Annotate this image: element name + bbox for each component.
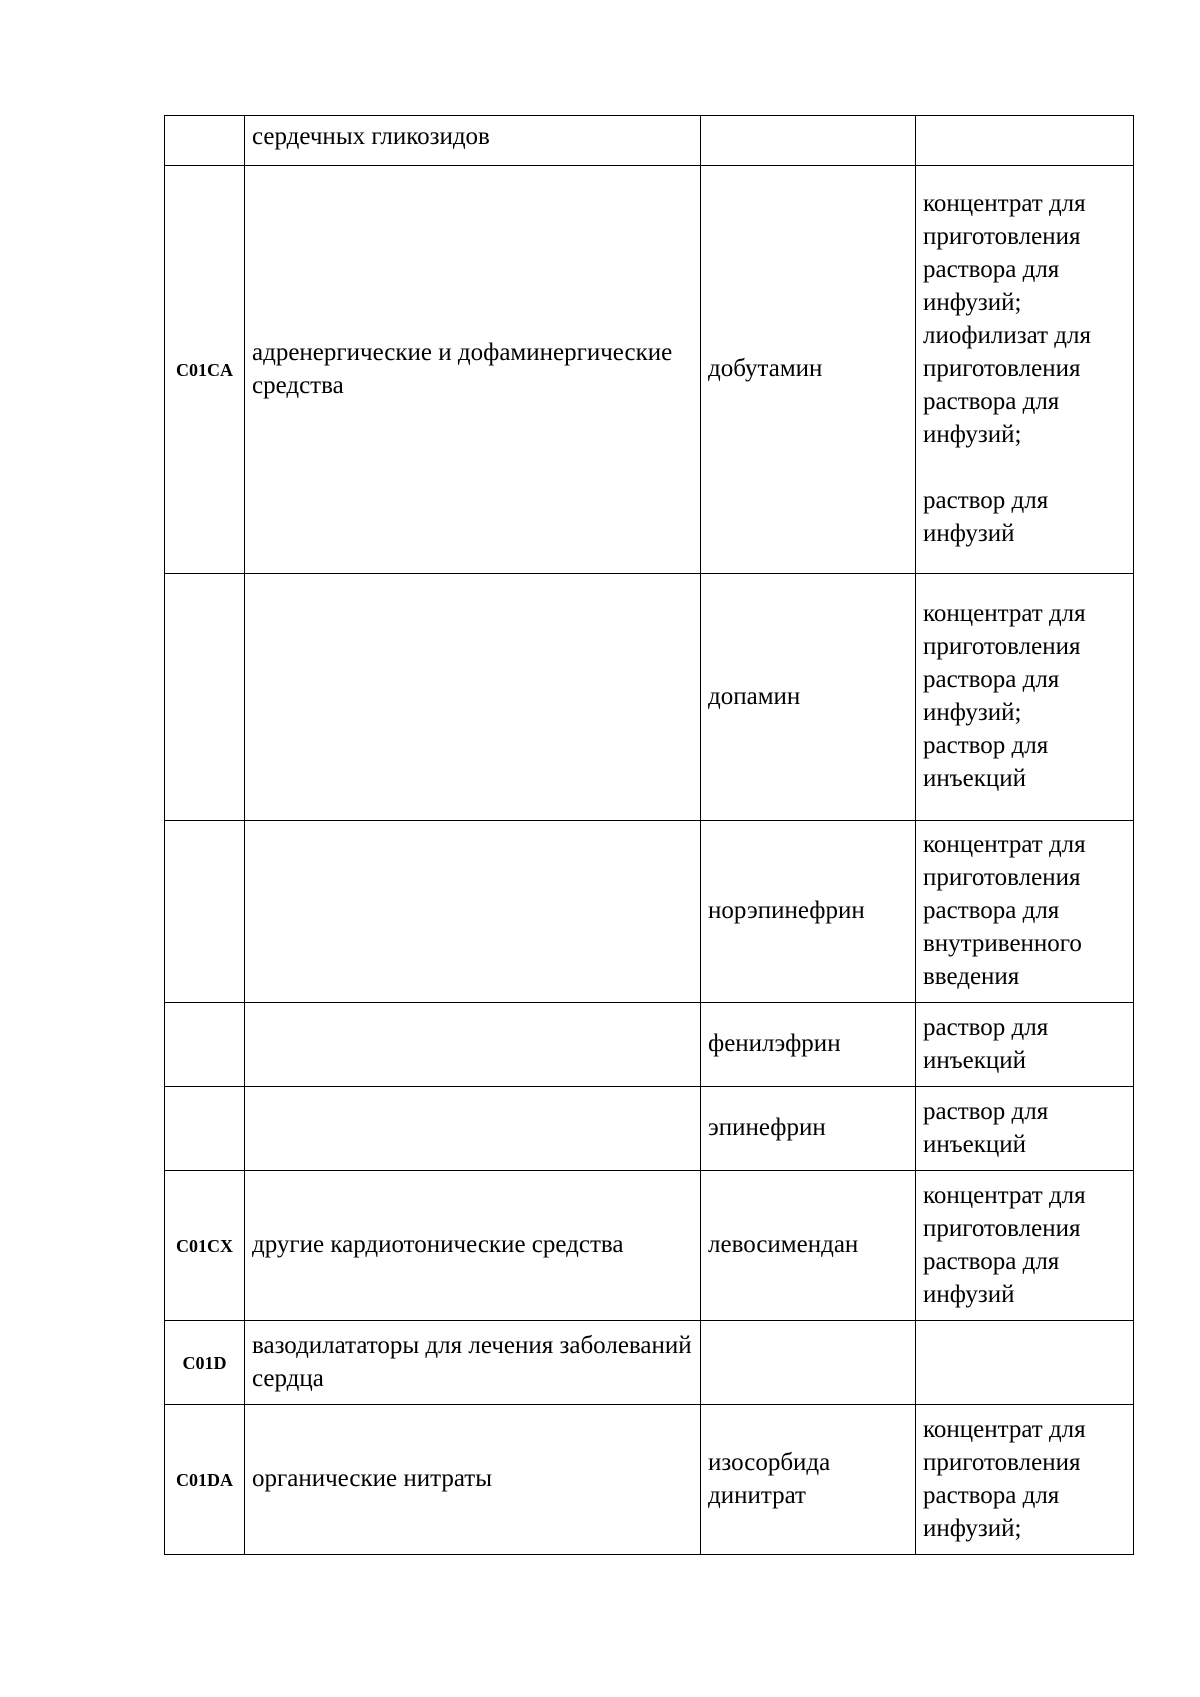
forms-cell: [916, 1171, 1134, 1321]
dosage-form-line: приготовления: [923, 864, 1081, 891]
group-cell: [245, 574, 701, 821]
dosage-form-line: концентрат для: [923, 831, 1086, 858]
drug-cell: допамин: [701, 574, 916, 821]
drug-cell: эпинефрин: [701, 1087, 916, 1171]
drug-cell: фенилэфрин: [701, 1003, 916, 1087]
dosage-form-line: концентрат для: [923, 1415, 1086, 1443]
dosage-form-line: раствора для: [923, 897, 1060, 924]
atc-code-cell: C01CX: [165, 1171, 245, 1321]
atc-code-cell: [165, 116, 245, 166]
table-row: [165, 166, 1134, 574]
table-row: [165, 1003, 1134, 1087]
drug-cell: [701, 1321, 916, 1405]
dosage-form-line: инфузий;: [923, 421, 1022, 448]
atc-code-cell: C01D: [165, 1321, 245, 1405]
dosage-form-line: раствора для: [923, 666, 1060, 693]
forms-cell: [916, 1087, 1134, 1171]
drug-cell: норэпинефрин: [701, 821, 916, 1003]
atc-code-cell: C01DA: [165, 1405, 245, 1555]
drug-cell: добутамин: [701, 166, 916, 574]
dosage-form-line: инфузий;: [923, 289, 1022, 316]
dosage-form-line: раствор для: [923, 1013, 1049, 1041]
drug-table: [164, 115, 1134, 1555]
table-row: [165, 574, 1134, 821]
dosage-form-line: раствор для: [923, 487, 1049, 514]
forms-cell: [916, 116, 1134, 166]
dosage-form-line: инфузий: [923, 520, 1015, 547]
group-cell: [245, 821, 701, 1003]
dosage-form-line: приготовления: [923, 355, 1081, 382]
forms-cell: [916, 1405, 1134, 1555]
forms-cell: [916, 1003, 1134, 1087]
dosage-form-line: внутривенного: [923, 930, 1082, 957]
drug-cell: изосорбида динитрат: [701, 1405, 916, 1555]
dosage-form-line: раствор для: [923, 732, 1049, 759]
forms-cell: [916, 1321, 1134, 1405]
dosage-form-line: инфузий;: [923, 699, 1022, 726]
table-row: [165, 1171, 1134, 1321]
dosage-form-line: концентрат для: [923, 190, 1086, 217]
dosage-form-line: инъекций: [923, 1130, 1027, 1158]
dosage-form-line: приготовления: [923, 223, 1081, 250]
forms-cell: [916, 821, 1134, 1003]
table-row: [165, 116, 1134, 166]
group-cell: [245, 1087, 701, 1171]
atc-code-cell: [165, 1087, 245, 1171]
drug-cell: левосимендан: [701, 1171, 916, 1321]
group-cell: вазодилататоры для лечения заболеваний сердца: [245, 1321, 701, 1405]
dosage-form-line: приготовления: [923, 1448, 1081, 1476]
dosage-form-spacer: [923, 451, 1126, 484]
dosage-form-line: раствора для: [923, 388, 1060, 415]
dosage-form-line: лиофилизат для: [923, 322, 1091, 349]
atc-code-cell: [165, 821, 245, 1003]
dosage-form-line: инъекций: [923, 765, 1027, 792]
forms-cell: [916, 166, 1134, 574]
dosage-form-line: инъекций: [923, 1046, 1027, 1074]
forms-cell: [916, 574, 1134, 821]
dosage-form-line: раствора для: [923, 256, 1060, 283]
dosage-form-line: введения: [923, 963, 1020, 990]
group-cell: [245, 1003, 701, 1087]
dosage-form-line: концентрат для: [923, 600, 1086, 627]
atc-code-cell: C01CA: [165, 166, 245, 574]
table-row: [165, 821, 1134, 1003]
dosage-form-line: раствора для: [923, 1481, 1060, 1509]
atc-code-cell: [165, 574, 245, 821]
dosage-form-line: раствор для: [923, 1097, 1049, 1125]
group-cell: адренергические и дофаминергические средства: [245, 166, 701, 574]
table-row: [165, 1321, 1134, 1405]
dosage-form-line: приготовления: [923, 1214, 1081, 1242]
table-row: [165, 1405, 1134, 1555]
dosage-form-line: концентрат для: [923, 1181, 1086, 1209]
dosage-form-line: инфузий;: [923, 1514, 1022, 1542]
dosage-form-line: инфузий: [923, 1280, 1015, 1308]
dosage-form-line: приготовления: [923, 633, 1081, 660]
drug-cell: [701, 116, 916, 166]
group-cell: сердечных гликозидов: [245, 116, 701, 166]
table-row: [165, 1087, 1134, 1171]
dosage-form-line: раствора для: [923, 1247, 1060, 1275]
group-cell: органические нитраты: [245, 1405, 701, 1555]
group-cell: другие кардиотонические средства: [245, 1171, 701, 1321]
atc-code-cell: [165, 1003, 245, 1087]
